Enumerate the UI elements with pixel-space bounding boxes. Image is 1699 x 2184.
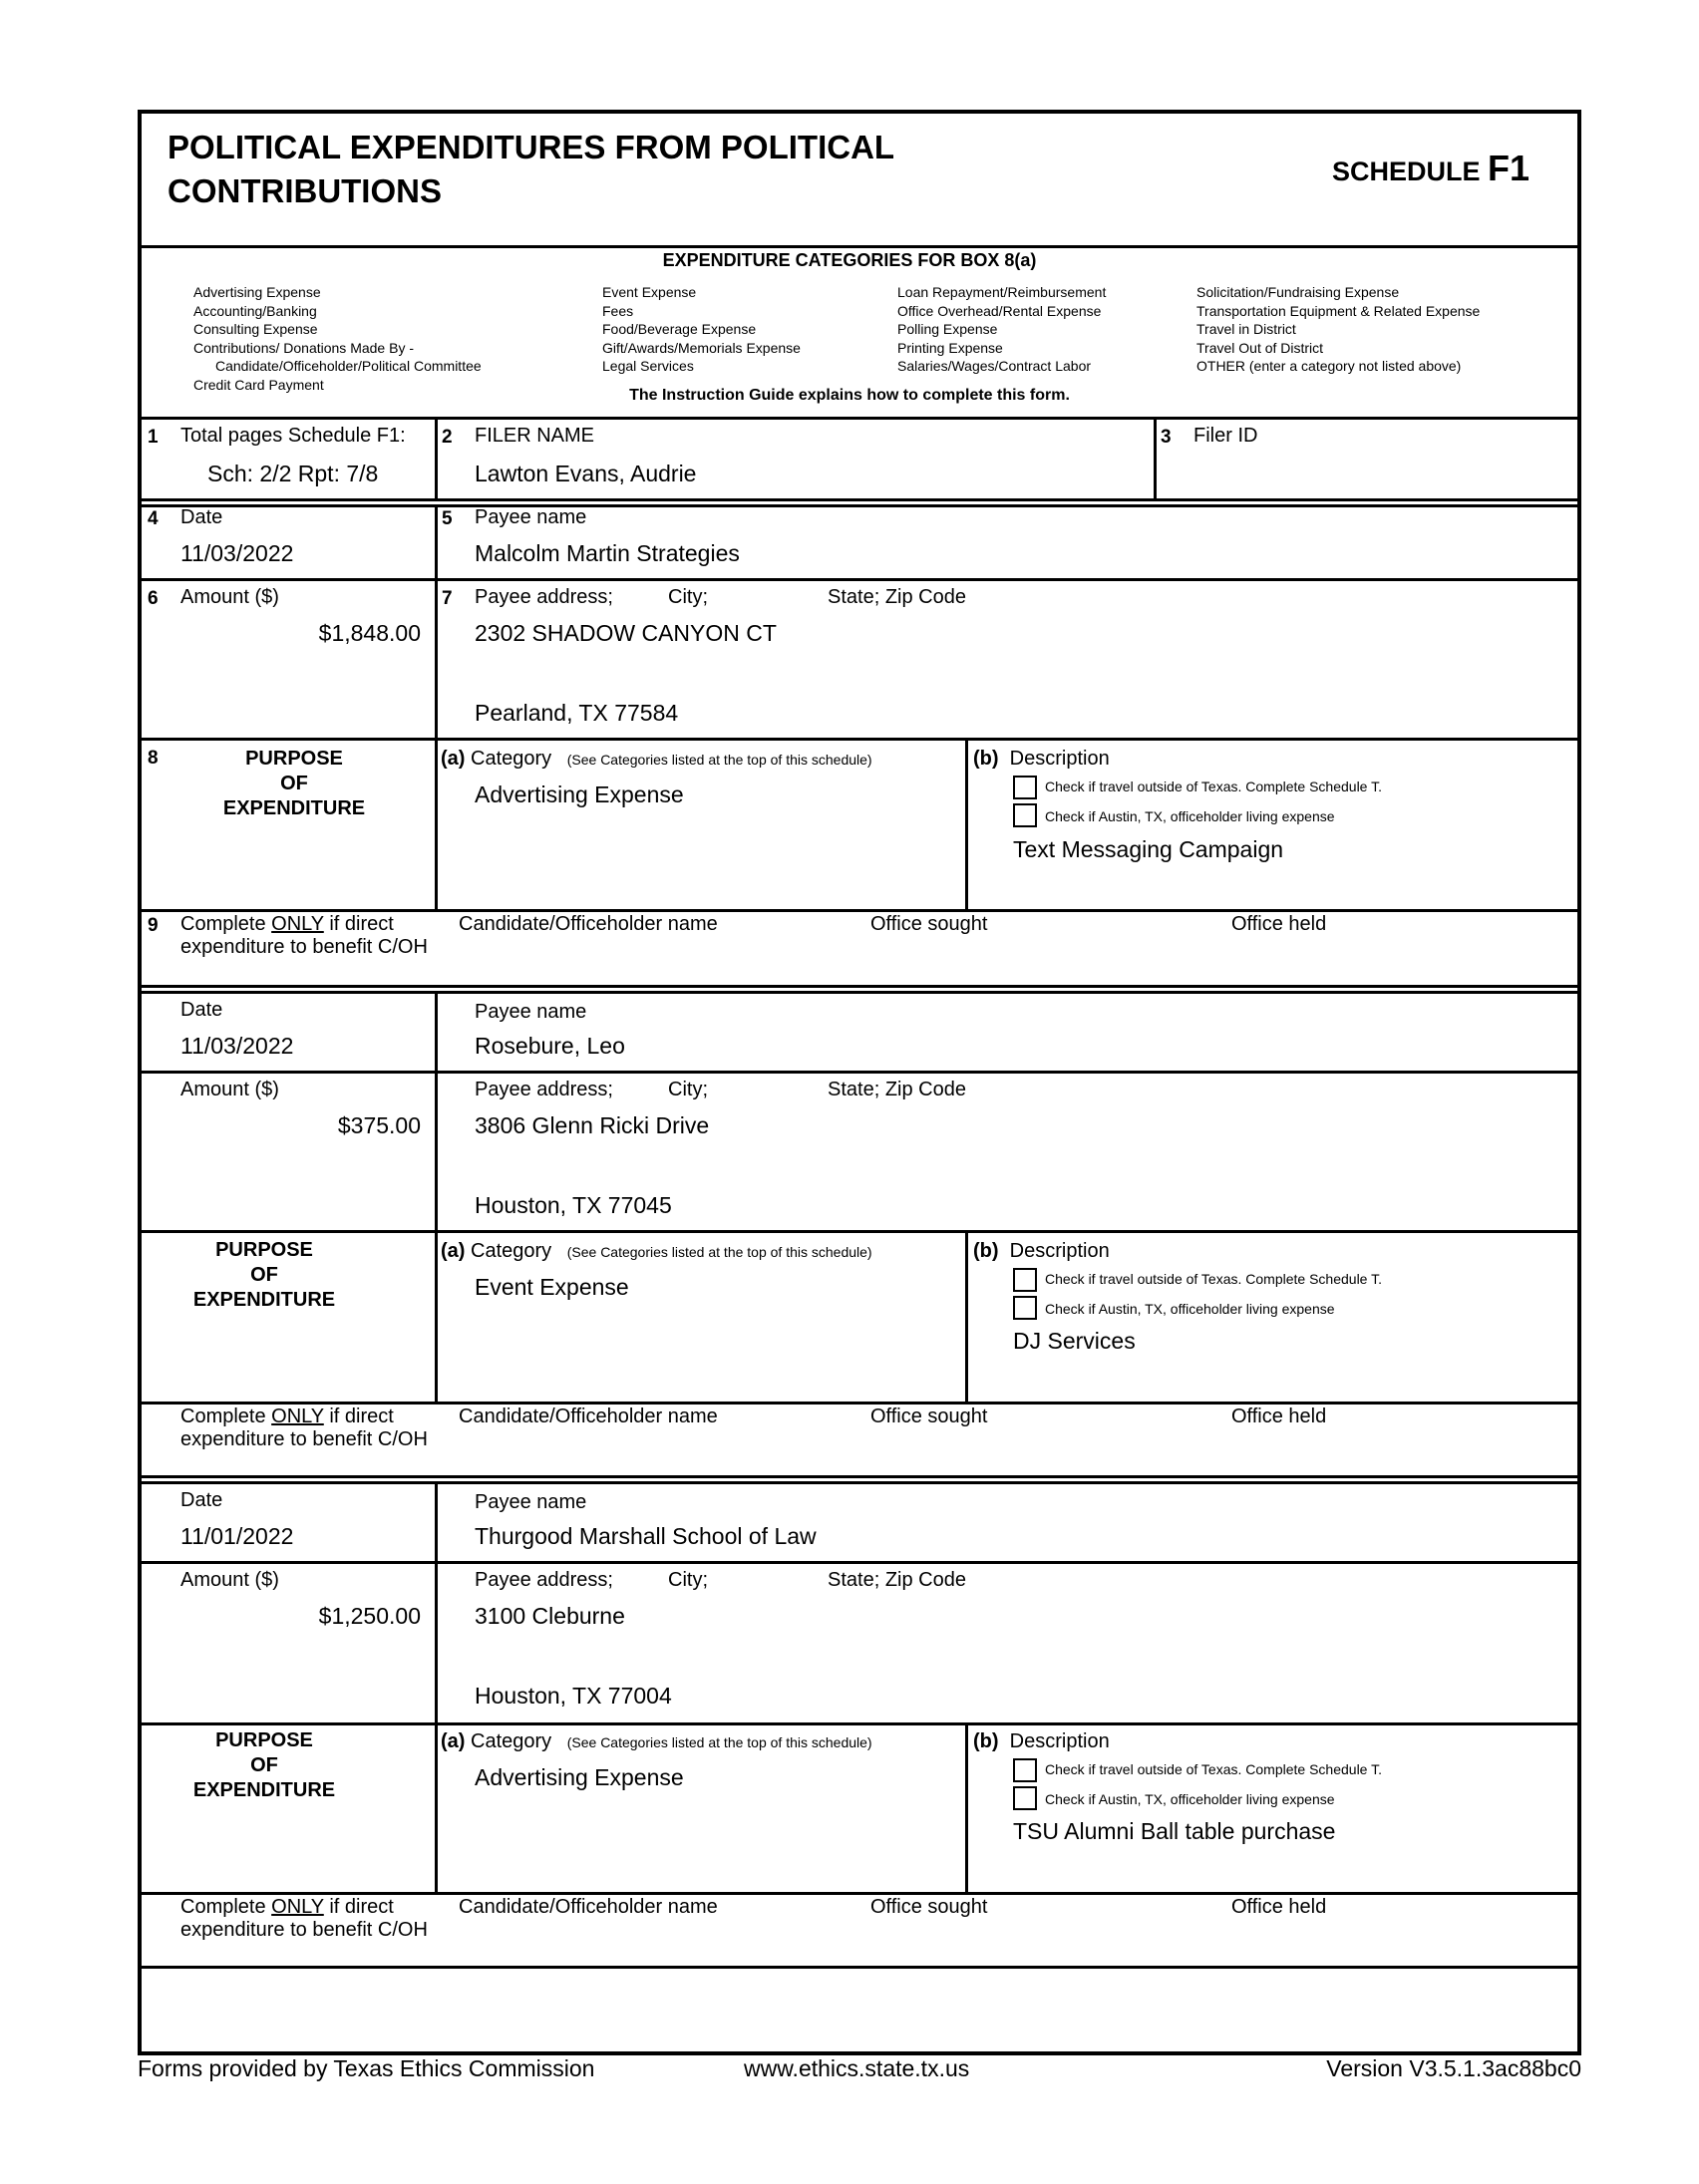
description-value: TSU Alumni Ball table purchase xyxy=(1013,1818,1336,1844)
office-held-label: Office held xyxy=(1231,913,1327,935)
state-zip-label: State; Zip Code xyxy=(828,586,966,608)
date-label: Date xyxy=(180,999,223,1021)
form-title: POLITICAL EXPENDITURES FROM POLITICAL CONTRIBUTIONS xyxy=(168,129,895,209)
category-value: Advertising Expense xyxy=(475,781,684,807)
candidate-name-label: Candidate/Officeholder name xyxy=(459,913,718,935)
payee-city-value: Houston, TX 77004 xyxy=(475,1683,672,1709)
field-number: 4 xyxy=(148,508,159,529)
purpose-label: PURPOSE OF EXPENDITURE xyxy=(192,1239,336,1311)
travel-checkbox-label: Check if travel outside of Texas. Complete Schedule T. xyxy=(1045,779,1382,794)
payee-name-value: Rosebure, Leo xyxy=(475,1033,625,1059)
field-number: 2 xyxy=(442,427,453,448)
divider xyxy=(140,1071,1579,1074)
field-number: 3 xyxy=(1161,427,1172,448)
amount-label: Amount ($) xyxy=(180,1079,279,1100)
category-value: Event Expense xyxy=(475,1274,629,1300)
divider xyxy=(140,578,1579,581)
category-value: Advertising Expense xyxy=(475,1764,684,1790)
austin-checkbox[interactable] xyxy=(1013,803,1037,827)
purpose-label: PURPOSE OF EXPENDITURE xyxy=(192,1729,336,1801)
travel-checkbox[interactable] xyxy=(1013,776,1037,799)
amount-value: $1,250.00 xyxy=(318,1603,421,1629)
field-number: 5 xyxy=(442,508,453,529)
category-list-col3: Loan Repayment/Reimbursement Office Overhead/Rental Expense Polling Expense Printing Expense Salaries/Wages/Contract Labor xyxy=(897,284,1107,375)
payee-name-label: Payee name xyxy=(475,506,587,528)
description-value: Text Messaging Campaign xyxy=(1013,836,1284,862)
divider xyxy=(435,1483,438,1722)
austin-checkbox-label: Check if Austin, TX, officeholder living expense xyxy=(1045,808,1335,824)
divider xyxy=(140,504,1579,507)
expenditure-date: 11/03/2022 xyxy=(180,1033,294,1059)
divider xyxy=(965,1724,968,1892)
divider xyxy=(140,417,1579,420)
footer-provider: Forms provided by Texas Ethics Commission xyxy=(138,2055,595,2081)
direct-benefit-note: Complete ONLY if direct expenditure to benefit C/OH xyxy=(180,1405,428,1450)
field-number: 7 xyxy=(442,588,453,609)
footer-version: Version V3.5.1.3ac88bc0 xyxy=(1326,2055,1581,2081)
office-sought-label: Office sought xyxy=(870,913,988,935)
category-list-col2: Event Expense Fees Food/Beverage Expense Gift/Awards/Memorials Expense Legal Services xyxy=(602,284,801,375)
payee-address-label: Payee address; xyxy=(475,586,613,608)
field-number: 1 xyxy=(148,427,159,448)
austin-checkbox-label: Check if Austin, TX, officeholder living expense xyxy=(1045,1791,1335,1807)
payee-name-label: Payee name xyxy=(475,1001,587,1023)
divider xyxy=(140,1892,1579,1895)
payee-address-value: 2302 SHADOW CANYON CT xyxy=(475,620,777,646)
amount-value: $375.00 xyxy=(337,1112,421,1138)
amount-label: Amount ($) xyxy=(180,586,279,608)
divider xyxy=(140,1966,1579,1969)
direct-benefit-note: Complete ONLY if direct expenditure to benefit C/OH xyxy=(180,1896,428,1941)
payee-city-value: Houston, TX 77045 xyxy=(475,1192,672,1218)
description-value: DJ Services xyxy=(1013,1328,1136,1354)
category-list-col4: Solicitation/Fundraising Expense Transportation Equipment & Related Expense Travel in District Travel Out of District OTHER (enter a category not listed above) xyxy=(1196,284,1481,375)
austin-checkbox[interactable] xyxy=(1013,1786,1037,1810)
footer-website[interactable]: www.ethics.state.tx.us xyxy=(744,2055,970,2081)
divider xyxy=(435,993,438,1230)
office-sought-label: Office sought xyxy=(870,1896,988,1918)
divider xyxy=(965,740,968,909)
total-pages-value: Sch: 2/2 Rpt: 7/8 xyxy=(207,461,379,486)
category-label: (a) Category (See Categories listed at the top of this schedule) xyxy=(441,748,872,770)
divider xyxy=(435,1724,438,1892)
divider xyxy=(965,1232,968,1402)
field-number: 9 xyxy=(148,915,159,936)
divider xyxy=(140,1402,1579,1404)
divider xyxy=(140,738,1579,741)
payee-address-value: 3806 Glenn Ricki Drive xyxy=(475,1112,710,1138)
direct-benefit-note: Complete ONLY if direct expenditure to benefit C/OH xyxy=(180,913,428,958)
category-label: (a) Category (See Categories listed at the top of this schedule) xyxy=(441,1730,872,1752)
candidate-name-label: Candidate/Officeholder name xyxy=(459,1405,718,1427)
divider xyxy=(140,909,1579,912)
divider xyxy=(435,419,438,498)
filer-name-label: FILER NAME xyxy=(475,425,595,447)
divider xyxy=(140,498,1579,501)
date-label: Date xyxy=(180,506,223,528)
schedule-label: SCHEDULE F1 xyxy=(1332,148,1530,188)
description-label: (b) Description xyxy=(973,1730,1110,1752)
date-label: Date xyxy=(180,1489,223,1511)
divider xyxy=(140,1230,1579,1233)
austin-checkbox[interactable] xyxy=(1013,1296,1037,1320)
expenditure-date: 11/03/2022 xyxy=(180,540,294,566)
description-label: (b) Description xyxy=(973,748,1110,770)
payee-address-label: Payee address; xyxy=(475,1079,613,1100)
total-pages-label: Total pages Schedule F1: xyxy=(180,425,406,447)
state-zip-label: State; Zip Code xyxy=(828,1569,966,1591)
office-held-label: Office held xyxy=(1231,1896,1327,1918)
divider xyxy=(435,1232,438,1402)
divider xyxy=(140,985,1579,988)
description-label: (b) Description xyxy=(973,1240,1110,1262)
field-number: 6 xyxy=(148,588,159,609)
travel-checkbox-label: Check if travel outside of Texas. Complete Schedule T. xyxy=(1045,1271,1382,1287)
payee-name-label: Payee name xyxy=(475,1491,587,1513)
field-number: 8 xyxy=(148,748,159,769)
purpose-label: PURPOSE OF EXPENDITURE xyxy=(222,748,366,819)
city-label: City; xyxy=(668,1079,708,1100)
office-held-label: Office held xyxy=(1231,1405,1327,1427)
divider xyxy=(140,1475,1579,1478)
austin-checkbox-label: Check if Austin, TX, officeholder living expense xyxy=(1045,1301,1335,1317)
payee-address-label: Payee address; xyxy=(475,1569,613,1591)
category-list-col1: Advertising Expense Accounting/Banking Consulting Expense Contributions/ Donations Made By - Candidate/Officeholder/Political Committee Credit Card Payment xyxy=(193,284,482,393)
travel-checkbox-label: Check if travel outside of Texas. Complete Schedule T. xyxy=(1045,1761,1382,1777)
candidate-name-label: Candidate/Officeholder name xyxy=(459,1896,718,1918)
category-label: (a) Category (See Categories listed at the top of this schedule) xyxy=(441,1240,872,1262)
divider xyxy=(140,1481,1579,1484)
city-label: City; xyxy=(668,1569,708,1591)
divider xyxy=(140,991,1579,994)
travel-checkbox[interactable] xyxy=(1013,1268,1037,1292)
divider xyxy=(435,504,438,738)
instruction-note: The Instruction Guide explains how to complete this form. xyxy=(629,387,1070,404)
payee-city-value: Pearland, TX 77584 xyxy=(475,700,679,726)
divider xyxy=(140,1561,1579,1564)
filer-name-value: Lawton Evans, Audrie xyxy=(475,461,697,486)
divider xyxy=(140,1722,1579,1725)
state-zip-label: State; Zip Code xyxy=(828,1079,966,1100)
travel-checkbox[interactable] xyxy=(1013,1758,1037,1782)
amount-value: $1,848.00 xyxy=(318,620,421,646)
divider xyxy=(1154,419,1157,498)
office-sought-label: Office sought xyxy=(870,1405,988,1427)
filer-id-label: Filer ID xyxy=(1193,425,1258,447)
categories-heading: EXPENDITURE CATEGORIES FOR BOX 8(a) xyxy=(662,250,1037,270)
divider xyxy=(140,245,1579,248)
payee-name-value: Malcolm Martin Strategies xyxy=(475,540,740,566)
expenditure-date: 11/01/2022 xyxy=(180,1523,294,1549)
payee-address-value: 3100 Cleburne xyxy=(475,1603,625,1629)
amount-label: Amount ($) xyxy=(180,1569,279,1591)
payee-name-value: Thurgood Marshall School of Law xyxy=(475,1523,817,1549)
divider xyxy=(435,740,438,909)
city-label: City; xyxy=(668,586,708,608)
